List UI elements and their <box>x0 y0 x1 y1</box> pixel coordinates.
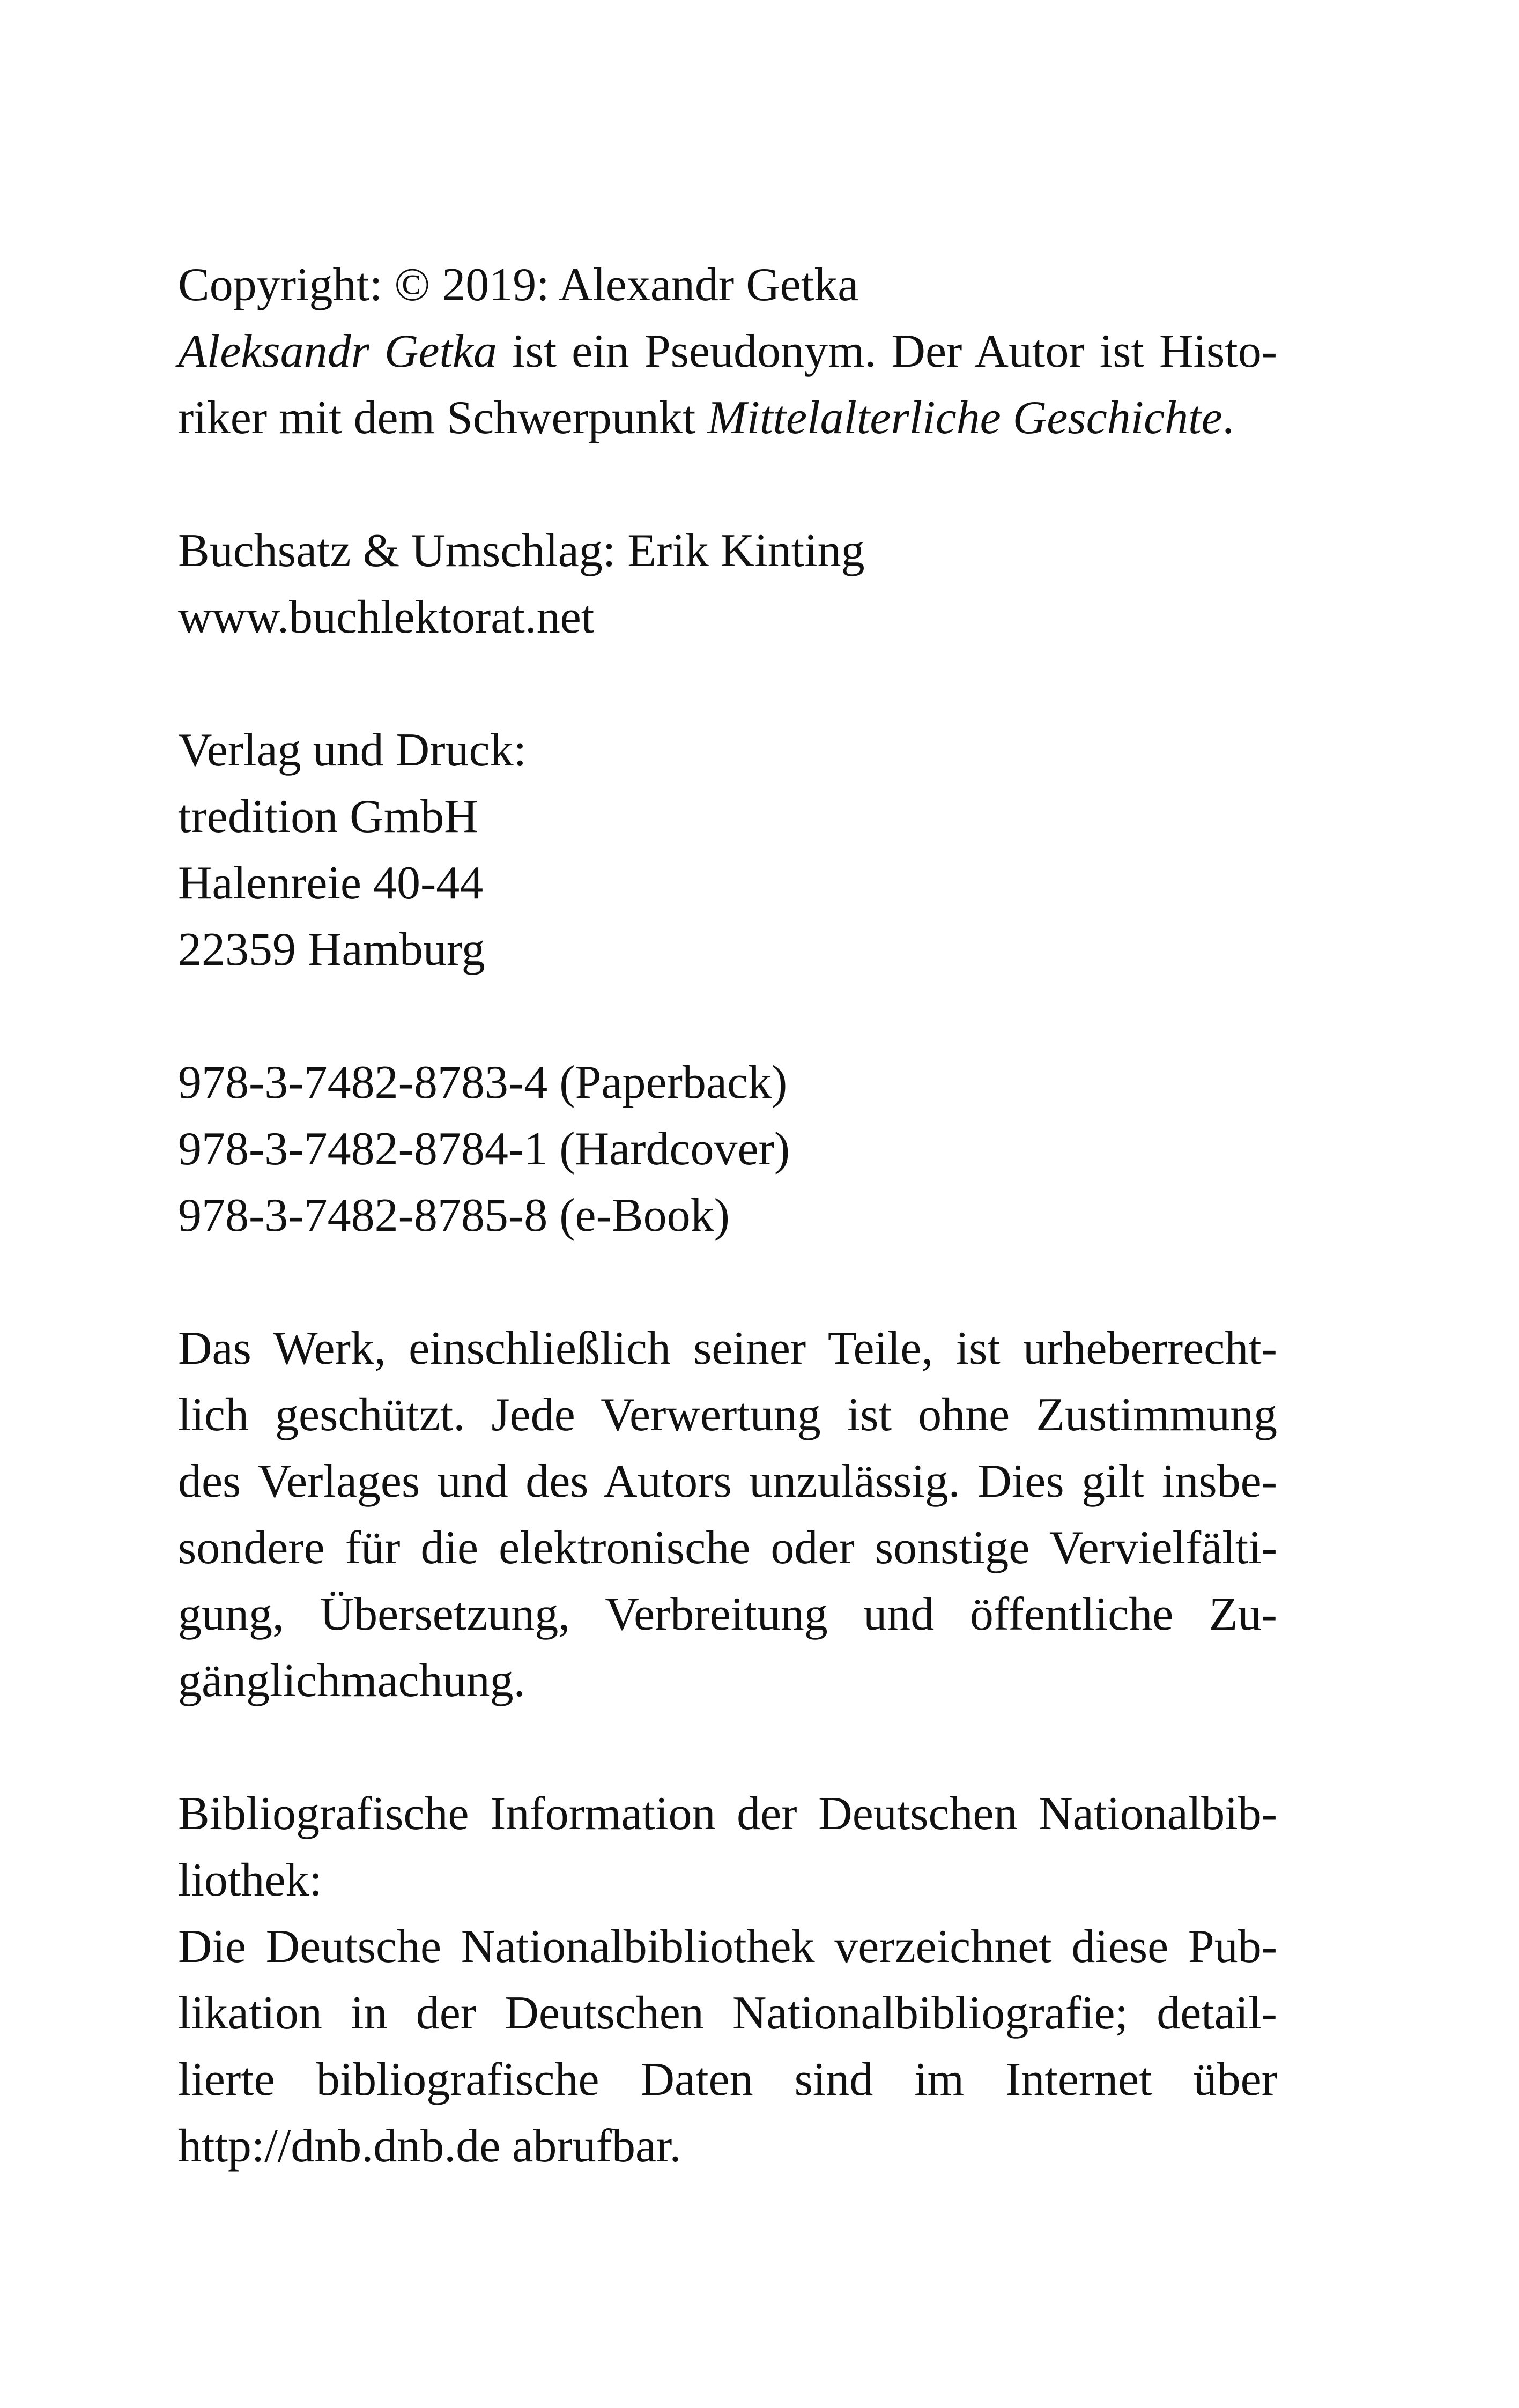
author-focus-suffix: . <box>1222 392 1234 444</box>
copyright-line: Copyright: © 2019: Alexandr Getka <box>178 259 859 311</box>
rights-line: gänglichmachung. <box>178 1655 525 1707</box>
author-focus-line <box>178 385 1277 451</box>
rights-line: Das Werk, einschließlich seiner Teile, ist urheberrecht- <box>178 1322 1277 1374</box>
bibliography-line: liothek: <box>178 1854 322 1906</box>
publisher-heading: Verlag und Druck: <box>178 724 527 776</box>
bibliography-line: lierte bibliografische Daten sind im Internet über <box>178 2054 1277 2106</box>
publisher-block <box>178 717 1277 983</box>
design-block <box>178 518 1277 651</box>
bibliography-line: Bibliografische Information der Deutschen Nationalbib- <box>178 1788 1277 1840</box>
bibliography-link-line: http://dnb.dnb.de abrufbar. <box>178 2120 681 2172</box>
spacer <box>178 1714 1277 1781</box>
spacer <box>178 1249 1277 1316</box>
publisher-street: Halenreie 40-44 <box>178 857 484 909</box>
author-focus-prefix: riker mit dem Schwerpunkt <box>178 392 708 444</box>
pseudonym-line <box>178 318 1277 385</box>
rights-line: des Verlages und des Autors unzulässig. Dies gilt insbe- <box>178 1455 1277 1507</box>
isbn-hardcover: 978-3-7482-8784-1 (Hardcover) <box>178 1123 790 1175</box>
bibliographic-info <box>178 1781 1277 2180</box>
publisher-city: 22359 Hamburg <box>178 924 485 976</box>
design-website: www.buchlektorat.net <box>178 591 595 643</box>
spacer <box>178 983 1277 1050</box>
rights-notice <box>178 1316 1277 1714</box>
author-focus-subject: Mittelalterliche Geschichte <box>707 392 1222 444</box>
pseudonym-text: ist ein Pseudonym. Der Autor ist Histo- <box>497 325 1278 377</box>
bibliography-line: Die Deutsche Nationalbibliothek verzeichnet diese Pub- <box>178 1921 1277 1973</box>
isbn-block <box>178 1050 1277 1249</box>
pseudonym-name: Aleksandr Getka <box>178 325 497 377</box>
bibliography-line: likation in der Deutschen Nationalbibliografie; detail- <box>178 1987 1277 2039</box>
publisher-name: tredition GmbH <box>178 791 478 843</box>
rights-line: gung, Übersetzung, Verbreitung und öffentliche Zu- <box>178 1588 1277 1640</box>
isbn-paperback: 978-3-7482-8783-4 (Paperback) <box>178 1057 788 1109</box>
spacer <box>178 651 1277 717</box>
isbn-ebook: 978-3-7482-8785-8 (e-Book) <box>178 1190 730 1242</box>
spacer <box>178 451 1277 518</box>
rights-line: lich geschützt. Jede Verwertung ist ohne Zustimmung <box>178 1389 1277 1441</box>
design-credit: Buchsatz & Umschlag: Erik Kinting <box>178 525 865 577</box>
copyright-block <box>178 252 1277 451</box>
rights-line: sondere für die elektronische oder sonstige Vervielfälti- <box>178 1522 1277 1574</box>
imprint-page <box>178 252 1277 2180</box>
